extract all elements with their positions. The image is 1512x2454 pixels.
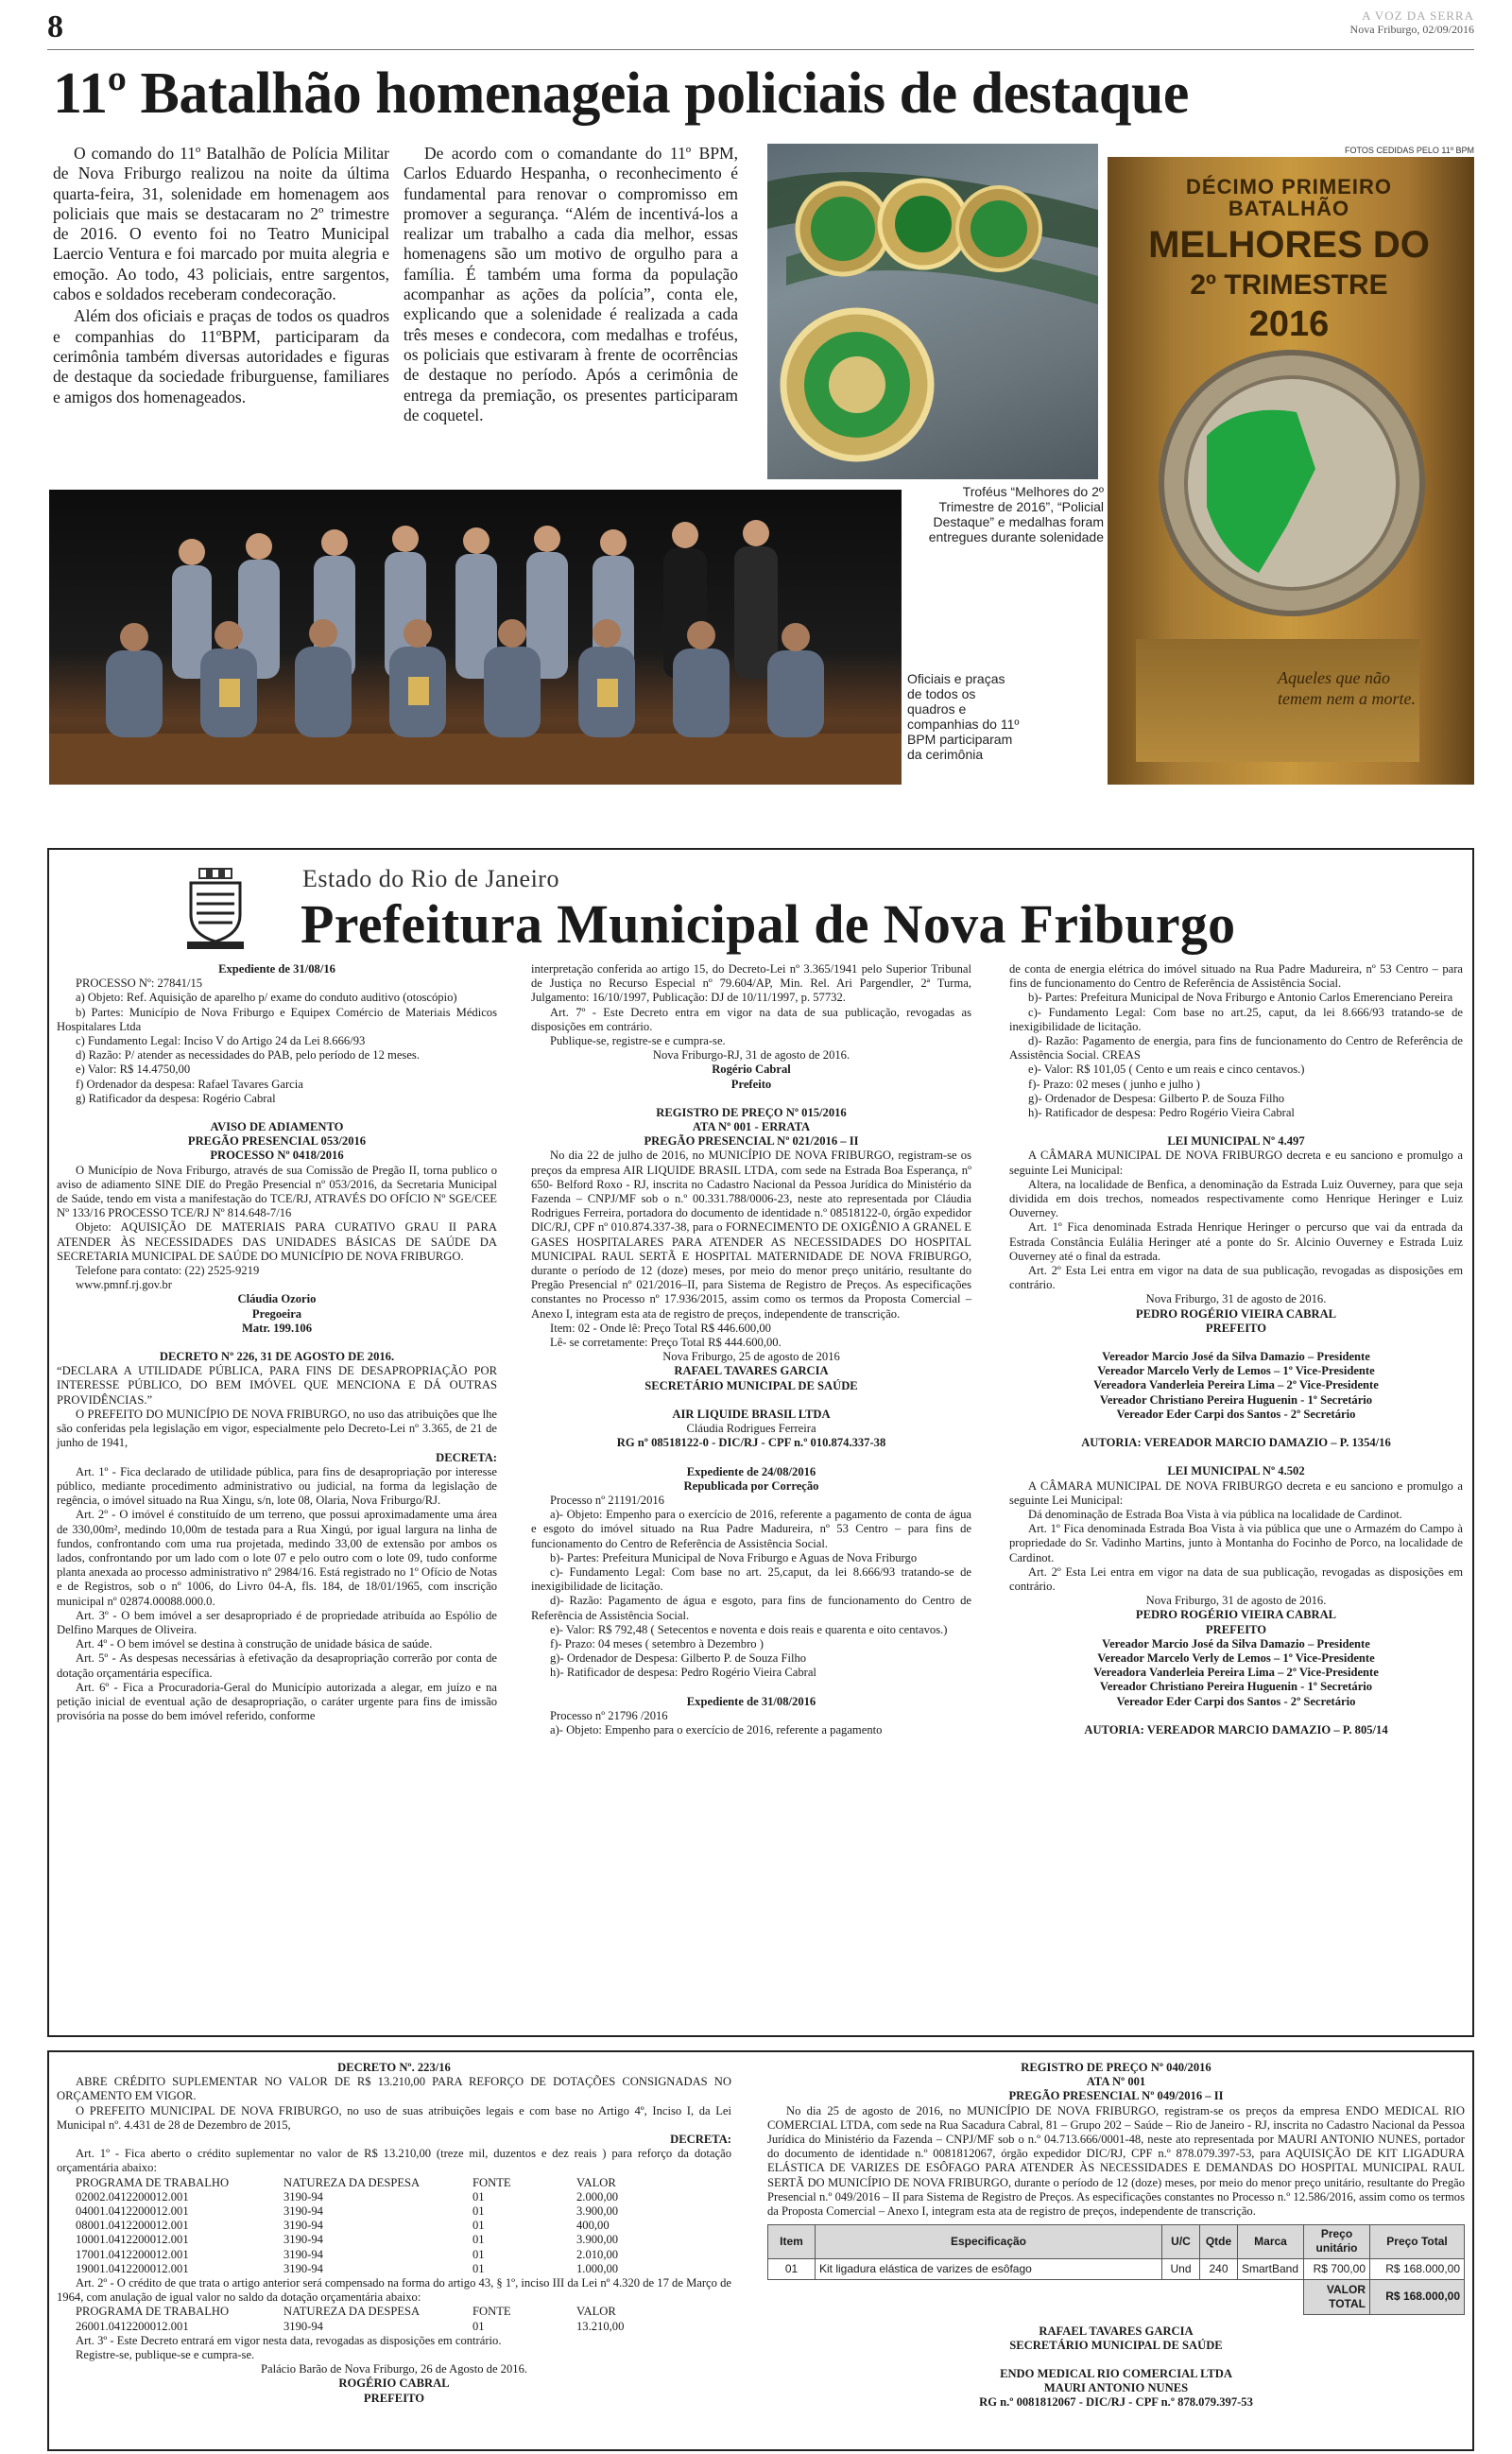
decreto-title: DECRETO Nº. 223/16 [337, 2061, 451, 2074]
legal-line: Cláudia Rodrigues Ferreira [686, 1422, 816, 1436]
legal-line: O PREFEITO DO MUNICÍPIO DE NOVA FRIBURGO, no uso das atribuições que lhe são conferidas pela legislação em vigor, especialmente pelo Decreto-Lei nº 3.365, de 21 de junho de 1941, [57, 1407, 497, 1450]
legal-line: g)- Ordenador de Despesa: Gilberto P. de Souza Filho [550, 1651, 807, 1666]
budget-cell: 3190-94 [284, 2261, 323, 2275]
prefecture-title: Prefeitura Municipal de Nova Friburgo [301, 893, 1236, 955]
budget-cell: 26001.0412200012.001 [76, 2319, 189, 2333]
budget-table-header [76, 2176, 690, 2190]
medals-photo [767, 144, 1098, 479]
page-number: 8 [47, 9, 63, 44]
price-table [767, 2224, 1465, 2315]
legal-line: b) Partes: Município de Nova Friburgo e Equipex Comércio de Materiais Médicos Hospitalares Ltda [57, 1005, 497, 1033]
legal-line: c)- Fundamento Legal: Com base no art.25, caput, da lei 8.666/93 tratando-se de inexigibilidade de licitação. [1009, 1005, 1463, 1033]
trophy-line-1: DÉCIMO PRIMEIRO BATALHÃO [1186, 175, 1392, 221]
legal-line: Nova Friburgo, 31 de agosto de 2016. [1145, 1292, 1327, 1306]
budget-cell: 04001.0412200012.001 [76, 2204, 189, 2219]
section-gap [1009, 1450, 1463, 1464]
col-header: Preço unitário [1304, 2225, 1370, 2258]
price-table-header [768, 2225, 1465, 2258]
registro-040 [767, 2061, 1465, 2410]
legal-line: Processo nº 21796 /2016 [550, 1708, 668, 1722]
legal-line: Vereador Marcio José da Silva Damazio – Presidente [1102, 1350, 1370, 1364]
legal-line: LEI MUNICIPAL Nº 4.502 [1167, 1464, 1305, 1478]
budget-row [76, 2262, 690, 2276]
trophy-line-3: 2º TRIMESTRE [1190, 269, 1388, 302]
newspaper-name: A VOZ DA SERRA [1362, 9, 1474, 23]
col-header: U/C [1162, 2225, 1200, 2258]
budget-cell: 1.000,00 [576, 2261, 619, 2275]
section-gap [531, 1092, 971, 1106]
legal-column-2 [531, 962, 971, 1737]
cell-unit-price: R$ 700,00 [1304, 2258, 1370, 2279]
legal-line: DECRETA: [436, 1450, 497, 1464]
registro-sign-2-name: MAURI ANTONIO NUNES [1043, 2380, 1189, 2394]
legal-line: Art. 1º - Fica declarado de utilidade pública, para fins de desapropriação por interesse público, mediante procedimento administrativo ou judicial, na forma da legislação de regência, o imóvel situado na Rua Xingu, s/n, lote 08, Olaria, Nova Friburgo/RJ. [57, 1464, 497, 1508]
budget-cell: 3.900,00 [576, 2233, 619, 2247]
legal-line: www.pmnf.rj.gov.br [76, 1278, 172, 1292]
legal-line: LEI MUNICIPAL Nº 4.497 [1167, 1134, 1305, 1149]
col-header: FONTE [472, 2305, 511, 2319]
legal-line: Item: 02 - Onde lê: Preço Total R$ 446.600,00 [550, 1321, 771, 1335]
article-column-1 [53, 144, 389, 409]
registro-title-2: ATA Nº 001 [1086, 2075, 1146, 2089]
legal-line: Art. 2º Esta Lei entra em vigor na data de sua publicação, revogadas as disposições em contrário. [1009, 1564, 1463, 1593]
legal-line: Vereadora Vanderleia Pereira Lima – 2º Vice-Presidente [1093, 1666, 1379, 1680]
section-gap [1009, 1120, 1463, 1134]
legal-line: g)- Ordenador de Despesa: Gilberto P. de Souza Filho [1028, 1091, 1285, 1105]
registro-body: No dia 25 de agosto de 2016, no MUNICÍPIO DE NOVA FRIBURGO, registram-se os preços da empresa ENDO MEDICAL RIO COMERCIAL LTDA, com sede na Rua Sacadura Cabral, 81 – Grupo 202 – Saúde – Rio de Janeiro - RJ, inscrita no Cadastro Nacional da Pessoa Jurídica do Ministério da Fazenda – CNPJ/MF sob o n.º 04.713.666/0001-48, neste ato representada por MAURI ANTONIO NUNES, portador do documento de identidade n.º 0081812067, órgão expedidor DIC/RJ, CPF n.º 878.079.397-53, para AQUISIÇÃO DE KIT LIGADURA ELÁSTICA DE VARIZES DE ESÔFAGO PARA ATENDER ÀS NECESSIDADES E DEMANDAS DO HOSPITAL MUNICIPAL RAUL SERTÃ DO MUNICÍPIO DE NOVA FRIBURGO, durante o período de 12 (doze) meses, por meio do menor preço unitário, resultante do Pregão Presencial n.º 049/2016 – II para Sistema de Registro de Preços. As especificações constantes no Processo n.º 12.586/2016, assim como os termos da Proposta Comercial – Anexo I, integram esta ata de registro de preços, independente de transcrição. [767, 2103, 1465, 2219]
legal-line: Vereador Christiano Pereira Huguenin - 1º Secretário [1099, 1680, 1373, 1694]
decreto-lead: ABRE CRÉDITO SUPLEMENTAR NO VALOR DE R$ 13.210,00 PARA REFORÇO DE DOTAÇÕES CONSIGNADAS NO ORÇAMENTO EM VIGOR. [57, 2075, 731, 2103]
budget-cell: 3190-94 [284, 2247, 323, 2261]
legal-line: SECRETÁRIO MUNICIPAL DE SAÚDE [644, 1378, 858, 1392]
budget-table-2 [76, 2305, 690, 2333]
legal-line: “DECLARA A UTILIDADE PÚBLICA, PARA FINS DE DESAPROPRIAÇÃO POR INTERESSE PÚBLICO, DO BEM IMÓVEL QUE MENCIONA E DÁ OUTRAS PROVIDÊNCIAS.” [57, 1364, 497, 1407]
legal-line: PREGÃO PRESENCIAL Nº 021/2016 – II [644, 1134, 859, 1149]
col-header: FONTE [472, 2175, 511, 2189]
cell-qty: 240 [1200, 2258, 1238, 2279]
decreto-role: PREFEITO [363, 2391, 425, 2405]
article-column-2 [404, 144, 738, 427]
budget-cell: 08001.0412200012.001 [76, 2219, 189, 2233]
legal-line: Expediente de 31/08/16 [218, 962, 335, 976]
legal-line: Pregoeira [251, 1306, 302, 1321]
legal-line: interpretação conferida ao artigo 15, do Decreto-Lei nº 3.365/1941 pelo Superior Tribunal de Justiça no Recurso Especial nº 79.604/AP, Min. Rel. Ari Pargendler, 2ª Turma, Julgamento: 16/10/1997, Publicação: DJ de 10/11/1997, p. 57732. [531, 962, 971, 1005]
registro-title-1: REGISTRO DE PREÇO Nº 040/2016 [1021, 2061, 1211, 2074]
budget-row [76, 2248, 690, 2262]
legal-line: Art. 7º - Este Decreto entra em vigor na data de sua publicação, revogadas as disposições em contrário. [531, 1005, 971, 1033]
legal-line: O Município de Nova Friburgo, através de sua Comissão de Pregão II, torna publico o aviso de adiamento SINE DIE do Pregão Presencial nº 053/2016, da Secretaria Municipal de Saúde, tendo em vista a manifestação do TCE/RJ, ATRAVÉS DO OFÍCIO Nº SGE/CEE Nº 133/16 PROCESSO TCE/RJ Nº 814.648-7/16 [57, 1163, 497, 1220]
legal-line: Objeto: AQUISIÇÃO DE MATERIAIS PARA CURATIVO GRAU II PARA ATENDER ÀS NECESSIDADES DAS UNIDADES BÁSICAS DE SAÚDE DA SECRETARIA MUNICIPAL DE SAÚDE DO MUNICÍPIO DE NOVA FRIBURGO. [57, 1220, 497, 1263]
decreto-decreta: DECRETA: [670, 2133, 731, 2147]
legal-line: Nova Friburgo, 25 de agosto de 2016 [662, 1350, 840, 1364]
legal-line: REGISTRO DE PREÇO Nº 015/2016 [656, 1105, 847, 1119]
legal-line: Lê- se corretamente: Preço Total R$ 444.600,00. [550, 1336, 782, 1350]
cell-unit: Und [1162, 2258, 1200, 2279]
header-rule [47, 49, 1474, 50]
legal-line: RAFAEL TAVARES GARCIA [674, 1364, 829, 1378]
legal-line: Telefone para contato: (22) 2525-9219 [76, 1264, 260, 1278]
col-header: PROGRAMA DE TRABALHO [76, 2175, 230, 2189]
legal-line: f) Ordenador da despesa: Rafael Tavares Garcia [76, 1077, 303, 1091]
budget-cell: 01 [472, 2233, 485, 2247]
legal-line: Expediente de 24/08/2016 [686, 1464, 816, 1478]
legal-line: de conta de energia elétrica do imóvel situado na Rua Padre Madureira, nº 53 Centro – para fins de funcionamento do Centro de Referência de Assistência Social. [1009, 962, 1463, 991]
col-header: Especificação [816, 2225, 1162, 2258]
section-gap [531, 1451, 971, 1465]
budget-cell: 3190-94 [284, 2319, 323, 2333]
legal-line: b)- Partes: Prefeitura Municipal de Nova Friburgo e Aguas de Nova Friburgo [550, 1550, 918, 1564]
legal-line: e) Valor: R$ 14.4750,00 [76, 1063, 191, 1077]
masthead [1350, 9, 1474, 36]
legal-line: PREFEITO [1205, 1321, 1267, 1335]
budget-cell: 13.210,00 [576, 2319, 625, 2333]
legal-line: f)- Prazo: 04 meses ( setembro à Dezembro ) [550, 1636, 764, 1650]
budget-cell: 02002.0412200012.001 [76, 2189, 189, 2203]
budget-cell: 2.000,00 [576, 2189, 619, 2203]
legal-line: e)- Valor: R$ 101,05 ( Cento e um reais e cinco centavos.) [1028, 1063, 1305, 1077]
legal-line: PEDRO ROGÉRIO VIEIRA CABRAL [1135, 1608, 1337, 1622]
decreto-intro: O PREFEITO MUNICIPAL DE NOVA FRIBURGO, no uso de suas atribuições legais e com base no Artigo 4º, Inciso I, da Lei Municipal nº. 4.431 de 28 de Dezembro de 2015, [57, 2103, 731, 2132]
decreto-223 [57, 2061, 731, 2406]
trophy-caption: Troféus “Melhores do 2º Trimestre de 2016”, “Policial Destaque” e medalhas foram entregues durante solenidade [928, 484, 1104, 544]
budget-cell: 19001.0412200012.001 [76, 2261, 189, 2275]
legal-line: Rogério Cabral [712, 1063, 791, 1077]
price-table-row [768, 2258, 1465, 2279]
budget-cell: 01 [472, 2319, 485, 2333]
trophy-line-2: MELHORES DO [1148, 224, 1430, 267]
legal-line: f)- Prazo: 02 meses ( junho e julho ) [1028, 1077, 1200, 1091]
budget-table-1 [76, 2176, 690, 2276]
issue-date: Nova Friburgo, 02/09/2016 [1349, 23, 1474, 36]
trophy-medal [1155, 346, 1429, 630]
legal-line: Publique-se, registre-se e cumpra-se. [550, 1034, 726, 1048]
legal-line: c) Fundamento Legal: Inciso V do Artigo 24 da Lei 8.666/93 [76, 1034, 366, 1048]
legal-line: e)- Valor: R$ 792,48 ( Setecentos e noventa e dois reais e quarenta e oito centavos.) [550, 1622, 948, 1636]
legal-line: A CÂMARA MUNICIPAL DE NOVA FRIBURGO decreta e eu sanciono e promulgo a seguinte Lei Municipal: [1009, 1149, 1463, 1177]
legal-line: a) Objeto: Ref. Aquisição de aparelho p/ exame do conduto auditivo (otoscópio) [76, 991, 457, 1005]
section-gap [57, 1336, 497, 1350]
cell-total-price: R$ 168.000,00 [1370, 2258, 1465, 2279]
legal-line: No dia 22 de julho de 2016, no MUNICÍPIO DE NOVA FRIBURGO, registram-se os preços da empresa AIR LIQUIDE BRASIL LTDA, com sede na Estrada Boa Esperança, nº 650- Belford Roxo - RJ, inscrita no Cadastro Nacional da Pessoa Jurídica do Ministério da Fazenda – CNPJ/MF sob o n.º 00.331.788/0006-23, neste ato representada por Cláudia Rodrigues Ferreira, portadora do documento de identidade n.º 08518122-0, órgão expedidor DIC/RJ, CPF nº 010.874.337-38, para o FORNECIMENTO DE OXIGÊNIO A GRANEL E GASES HOSPITALARES PARA ATENDER AS NECESSIDADES DO HOSPITAL MUNICIPAL RAUL SERTÃ E HOSPITAL MATERNIDADE DE NOVA FRIBURGO, durante o período de 12 (doze) meses, por meio do menor preço unitário, resultante do Pregão Presencial nº 021/2016–II, para Sistema de Registro de Preços. As especificações constantes no Processo nº 17.936/2015, assim como os termos da Proposta Comercial – Anexo I, integram esta ata de registro de preços, independente de transcrição. [531, 1149, 971, 1321]
group-caption: Oficiais e praças de todos os quadros e companhias do 11º BPM participaram da cerimônia [907, 671, 1020, 762]
state-name: Estado do Rio de Janeiro [302, 865, 559, 892]
city-coat-of-arms-icon [185, 866, 246, 951]
section-gap [1009, 1422, 1463, 1436]
budget-cell: 10001.0412200012.001 [76, 2233, 189, 2247]
group-photo [49, 490, 902, 785]
legal-line: Art. 6º - Fica a Procuradoria-Geral do Município autorizada a alegar, em juízo e na petição inicial de eventual ação de desapropriação, o caráter urgente para fins de imissão provisória na posse do bem imóvel referido, conforme [57, 1680, 497, 1723]
total-label: VALOR TOTAL [1304, 2279, 1370, 2314]
legal-column-3 [1009, 962, 1463, 1737]
legal-line: PREFEITO [1205, 1622, 1267, 1636]
legal-line: A CÂMARA MUNICIPAL DE NOVA FRIBURGO decreta e eu sanciono e promulgo a seguinte Lei Municipal: [1009, 1478, 1463, 1507]
col-header: VALOR [576, 2305, 616, 2319]
trophy-photo [1108, 157, 1474, 785]
legal-line: b)- Partes: Prefeitura Municipal de Nova Friburgo e Antonio Carlos Emerenciano Pereira [1028, 991, 1453, 1005]
legal-line: Expediente de 31/08/2016 [686, 1694, 816, 1708]
col-header: VALOR [576, 2175, 616, 2189]
col-header: Preço Total [1370, 2225, 1465, 2258]
article-paragraph: De acordo com o comandante do 11º BPM, Carlos Eduardo Hespanha, o reconhecimento é fundamental para renovar o compromisso em promover a segurança. “Além de incentivá-los a realizar um trabalho a cada dia melhor, essas homenagens são um motivo de orgulho para a família. É também uma forma da população acompanhar as ações da polícia”, conta ele, explicando que a solenidade é realizada a cada três meses e condecora, com medalhas e troféus, os policiais que estivaram à frente de ocorrências de destaque no período. Após a cerimônia de entrega da premiação, os presentes participaram de coquetel. [404, 144, 738, 424]
trophy-motto: Aqueles que não temem nem a morte. [1278, 668, 1416, 708]
budget-cell: 2.010,00 [576, 2247, 619, 2261]
legal-line: Nova Friburgo, 31 de agosto de 2016. [1145, 1594, 1327, 1608]
decreto-art3: Art. 3º - Este Decreto entrará em vigor nesta data, revogadas as disposições em contrário. [76, 2333, 502, 2347]
budget-cell: 01 [472, 2247, 485, 2261]
group-illustration [49, 490, 902, 785]
legal-line: Republicada por Correção [683, 1478, 819, 1493]
legal-line: Nova Friburgo-RJ, 31 de agosto de 2016. [652, 1048, 850, 1063]
legal-line: PROCESSO Nº 0418/2016 [210, 1149, 344, 1163]
legal-line: a)- Objeto: Empenho para o exercício de 2016, referente a pagamento [550, 1722, 883, 1737]
legal-line: Dá denominação de Estrada Boa Vista à via pública na localidade de Cardinot. [1028, 1507, 1402, 1521]
section-gap [57, 1106, 497, 1120]
col-header: Qtde [1200, 2225, 1238, 2258]
budget-cell: 3190-94 [284, 2219, 323, 2233]
legal-line: d)- Razão: Pagamento de água e esgoto, para fins de funcionamento do Centro de Referência de Assistência Social. [531, 1594, 971, 1622]
article-paragraph: O comando do 11º Batalhão de Polícia Militar de Nova Friburgo realizou na noite da última quarta-feira, 31, solenidade em homenagem aos policiais que mais se destacaram no 2º trimestre de 2016. O evento foi no Teatro Municipal Laercio Ventura e foi marcado por muita alegria e emoção. Ao todo, 43 policiais, entre sargentos, cabos e soldados receberam condecoração. [53, 144, 389, 304]
legal-line: g) Ratificador da despesa: Rogério Cabral [76, 1091, 276, 1105]
budget-cell: 3190-94 [284, 2233, 323, 2247]
legal-line: h)- Ratificador de despesa: Pedro Rogério Vieira Cabral [1028, 1106, 1295, 1120]
registro-sign-1: RAFAEL TAVARES GARCIA [1039, 2324, 1194, 2339]
legal-line: Vereador Marcio José da Silva Damazio – Presidente [1102, 1636, 1370, 1650]
legal-line: Vereadora Vanderleia Pereira Lima – 2º Vice-Presidente [1093, 1378, 1379, 1392]
budget-table-header [76, 2305, 690, 2319]
article-headline: 11º Batalhão homenageia policiais de destaque [53, 61, 1189, 126]
legal-line: AIR LIQUIDE BRASIL LTDA [672, 1407, 831, 1421]
legal-line: AUTORIA: VEREADOR MARCIO DAMAZIO – P. 1354/16 [1081, 1436, 1391, 1450]
budget-row [76, 2204, 690, 2219]
cell-brand: SmartBand [1238, 2258, 1304, 2279]
legal-line: Altera, na localidade de Benfica, a denominação da Estrada Luiz Ouverney, para que seja dividida em dois trechos, nomeados respectivamente como Henrique Heringer e Luiz Ouverney. [1009, 1177, 1463, 1220]
price-table-total-row [768, 2279, 1465, 2314]
legal-line: c)- Fundamento Legal: Com base no art. 25,caput, da lei 8.666/93 tratando-se de inexigibilidade de licitação. [531, 1564, 971, 1594]
legal-line: Art. 2º - O imóvel é constituído de um terreno, que possui aproximadamente uma área de 330,00m², medindo 10,00m de testada para a Rua Xingú, por igual largura na linha de fundos, confrontando com uma rua projetada, medindo 33,00 de extensão por ambos os lados, confrontando por um lado com o lote 07 e pelo outro com o lote 09, tudo conforme planta anexada ao processo administrativo nº 2984/16. Está registrado no 1º Ofício de Notas e de Registros, sob o nº 1006, do Livro 04-A, fls. 184, de 18/01/1965, com inscrição municipal nº 02874.00088.000.0. [57, 1508, 497, 1608]
col-header: Marca [1238, 2225, 1304, 2258]
legal-line: PROCESSO Nº: 27841/15 [76, 976, 203, 991]
budget-cell: 01 [472, 2204, 485, 2219]
trophy-line-4: 2016 [1248, 303, 1330, 344]
budget-row [76, 2190, 690, 2204]
legal-line: AVISO DE ADIAMENTO [210, 1120, 344, 1134]
legal-line: Vereador Eder Carpi dos Santos - 2º Secretário [1116, 1694, 1356, 1708]
registro-sign-1-role: SECRETÁRIO MUNICIPAL DE SAÚDE [1009, 2339, 1223, 2353]
legal-line: Art. 2º Esta Lei entra em vigor na data de sua publicação, revogadas as disposições em contrário. [1009, 1264, 1463, 1292]
legal-line: d)- Razão: Pagamento de energia, para fins de funcionamento do Centro de Referência de Assistência Social. CREAS [1009, 1034, 1463, 1063]
col-header: NATUREZA DA DESPESA [284, 2305, 421, 2319]
budget-cell: 3.900,00 [576, 2204, 619, 2219]
legal-line: h)- Ratificador de despesa: Pedro Rogério Vieira Cabral [550, 1666, 816, 1680]
legal-line: Matr. 199.106 [241, 1321, 313, 1335]
budget-cell: 17001.0412200012.001 [76, 2247, 189, 2261]
legal-line: d) Razão: P/ atender as necessidades do PAB, pelo período de 12 meses. [76, 1048, 420, 1063]
decreto-place: Palácio Barão de Nova Friburgo, 26 de Agosto de 2016. [260, 2362, 528, 2376]
budget-cell: 01 [472, 2189, 485, 2203]
legal-line: Cláudia Ozorio [237, 1292, 317, 1306]
medals-illustration [767, 144, 1098, 479]
section-gap [1009, 1336, 1463, 1350]
registro-sign-2: ENDO MEDICAL RIO COMERCIAL LTDA [1000, 2366, 1232, 2380]
legal-line: Art. 5º - As despesas necessárias à efetivação da desapropriação correrão por conta de dotação orçamentária específica. [57, 1651, 497, 1680]
registro-sign-2-doc: RG n.º 0081812067 - DIC/RJ - CPF n.º 878.079.397-53 [979, 2395, 1253, 2410]
cell-item: 01 [768, 2258, 816, 2279]
budget-cell: 3190-94 [284, 2189, 323, 2203]
section-gap [1009, 1709, 1463, 1723]
registro-title-3: PREGÃO PRESENCIAL Nº 049/2016 – II [1008, 2089, 1224, 2103]
article-paragraph: Além dos oficiais e praças de todos os quadros e companhias do 11ºBPM, participaram da cerimônia também diversas autoridades e figuras de destaque da sociedade friburguense, familiares e amigos dos homenageados. [53, 306, 389, 406]
legal-line: PEDRO ROGÉRIO VIEIRA CABRAL [1135, 1306, 1337, 1321]
legal-line: Vereador Marcelo Verly de Lemos – 1º Vice-Presidente [1097, 1650, 1375, 1665]
legal-line: Art. 3º - O bem imóvel a ser desapropriado é de propriedade atribuída ao Espólio de Delfino Marques de Oliveira. [57, 1608, 497, 1636]
decreto-art1: Art. 1º - Fica aberto o crédito suplementar no valor de R$ 13.210,00 (treze mil, duzentos e dez reais ) para reforço da dotação orçamentária abaixo: [57, 2147, 731, 2175]
legal-line: a)- Objeto: Empenho para o exercício de 2016, referente a pagamento de conta de água e esgoto do imóvel situado na Rua Padre Madureira, nº 53 Centro – para fins de funcionamento do Centro de Referência de Assistência Social. [531, 1508, 971, 1550]
budget-row [76, 2219, 690, 2233]
budget-cell: 01 [472, 2261, 485, 2275]
decreto-sign: ROGÉRIO CABRAL [338, 2376, 450, 2391]
legal-line: Vereador Eder Carpi dos Santos - 2º Secretário [1116, 1407, 1356, 1421]
total-value: R$ 168.000,00 [1370, 2279, 1465, 2314]
decreto-publique: Registre-se, publique-se e cumpra-se. [76, 2348, 255, 2362]
legal-line: AUTORIA: VEREADOR MARCIO DAMAZIO – P. 805/14 [1084, 1722, 1388, 1737]
budget-row [76, 2233, 690, 2247]
legal-line: DECRETO Nº 226, 31 DE AGOSTO DE 2016. [159, 1350, 395, 1364]
budget-cell: 01 [472, 2219, 485, 2233]
trophy-engraving [1142, 176, 1436, 344]
legal-line: Art. 4º - O bem imóvel se destina à construção de unidade básica de saúde. [76, 1637, 433, 1651]
budget-cell: 400,00 [576, 2219, 610, 2233]
col-header: PROGRAMA DE TRABALHO [76, 2305, 230, 2319]
legal-line: Vereador Christiano Pereira Huguenin - 1º Secretário [1099, 1392, 1373, 1407]
section-gap [531, 1681, 971, 1695]
legal-line: Art. 1º Fica denominada Estrada Boa Vista à via pública que une o Armazém do Campo à propriedade do Sr. Vadinho Martins, junto à Montanha do Focinho de Porco, na localidade de Cardinot. [1009, 1522, 1463, 1564]
budget-cell: 3190-94 [284, 2204, 323, 2219]
legal-line: PREGÃO PRESENCIAL 053/2016 [187, 1134, 367, 1149]
legal-line: Art. 1º Fica denominada Estrada Henrique Heringer o percurso que vai da entrada da Estrada Constância Eulália Heringer até a ponte do Sr. Alcinio Ouverney e Estrada Luiz Ouverney até o final da estrada. [1009, 1220, 1463, 1263]
legal-line: ATA Nº 001 - ERRATA [692, 1120, 811, 1134]
col-header: Item [768, 2225, 816, 2258]
legal-line: Processo nº 21191/2016 [550, 1493, 664, 1507]
cell-spec: Kit ligadura elástica de varizes de esôfago [816, 2258, 1162, 2279]
col-header: NATUREZA DA DESPESA [284, 2175, 421, 2189]
legal-line: Prefeito [730, 1077, 772, 1091]
section-gap [531, 1393, 971, 1408]
budget-row [76, 2320, 690, 2334]
legal-line: RG nº 08518122-0 - DIC/RJ - CPF n.º 010.874.337-38 [616, 1436, 886, 1450]
legal-column-1 [57, 962, 497, 1723]
photo-credit: FOTOS CEDIDAS PELO 11º BPM [1345, 146, 1474, 155]
legal-line: Vereador Marcelo Verly de Lemos – 1º Vice-Presidente [1097, 1364, 1375, 1378]
decreto-art2: Art. 2º - O crédito de que trata o artigo anterior será compensado na forma do artigo 43, § 1º, inciso III da Lei nº 4.320 de 17 de Março de 1964, com anulação de igual valor no saldo da dotação orçamentária abaixo: [57, 2276, 731, 2305]
